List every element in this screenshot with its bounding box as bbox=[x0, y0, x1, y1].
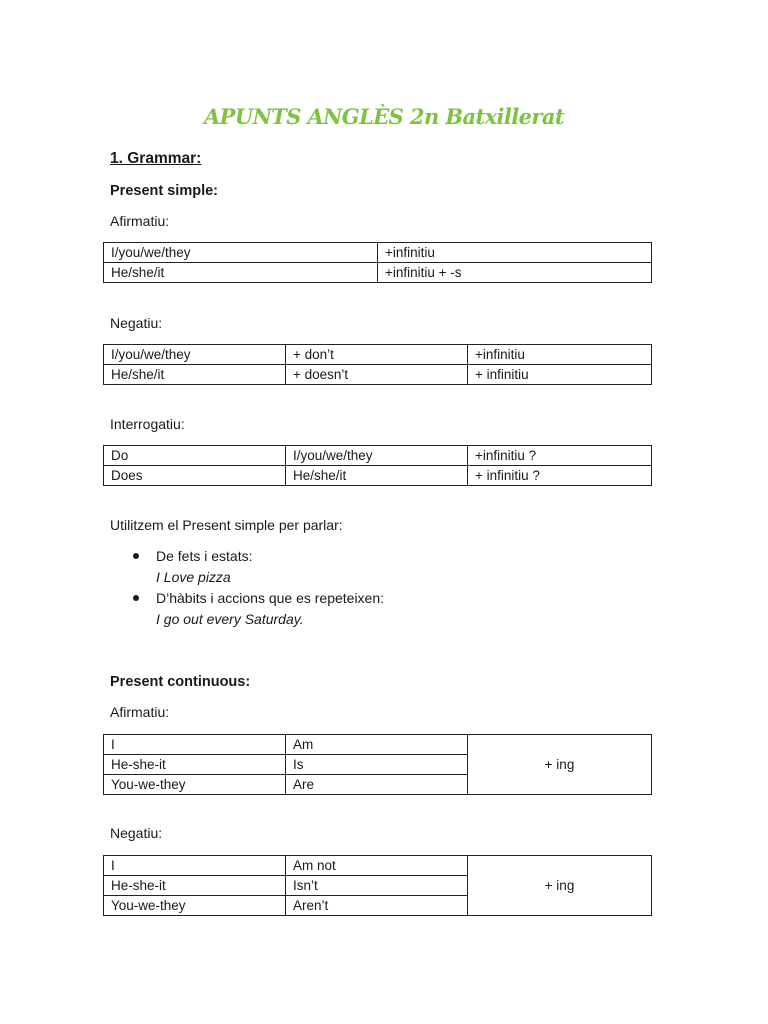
table-row bbox=[104, 263, 652, 283]
table-cell: + infinitiu bbox=[468, 365, 652, 385]
table-cell: He-she-it bbox=[104, 755, 286, 775]
ps-negative-table bbox=[103, 344, 652, 385]
table-cell: Do bbox=[104, 446, 286, 466]
grammar-heading: 1. Grammar: bbox=[110, 150, 202, 167]
table-cell: +infinitiu bbox=[468, 345, 652, 365]
table-row bbox=[104, 446, 652, 466]
ps-negative-label: Negatiu: bbox=[110, 315, 163, 331]
table-cell: +infinitiu + -s bbox=[378, 263, 652, 283]
table-cell: Are bbox=[286, 775, 468, 795]
table-cell: You-we-they bbox=[104, 775, 286, 795]
table-row bbox=[104, 856, 652, 876]
table-row bbox=[104, 243, 652, 263]
table-cell: Is bbox=[286, 755, 468, 775]
table-cell: I/you/we/they bbox=[104, 345, 286, 365]
table-cell: + don’t bbox=[286, 345, 468, 365]
table-cell: Aren’t bbox=[286, 896, 468, 916]
table-cell: +infinitiu bbox=[378, 243, 652, 263]
ing-suffix-cell: + ing bbox=[468, 735, 652, 795]
present-continuous-heading: Present continuous: bbox=[110, 674, 251, 690]
table-cell: I bbox=[104, 735, 286, 755]
table-cell: He-she-it bbox=[104, 876, 286, 896]
usage-example: I go out every Saturday. bbox=[156, 611, 304, 627]
table-cell: + doesn’t bbox=[286, 365, 468, 385]
table-cell: Am bbox=[286, 735, 468, 755]
table-cell: He/she/it bbox=[286, 466, 468, 486]
ps-interrogative-table bbox=[103, 445, 652, 486]
table-row bbox=[104, 365, 652, 385]
bullet-icon bbox=[133, 595, 139, 601]
table-cell: I bbox=[104, 856, 286, 876]
table-cell: I/you/we/they bbox=[286, 446, 468, 466]
table-row bbox=[104, 345, 652, 365]
table-cell: + infinitiu ? bbox=[468, 466, 652, 486]
usage-example: I Love pizza bbox=[156, 569, 231, 585]
table-row bbox=[104, 735, 652, 755]
pc-negative-label: Negatiu: bbox=[110, 825, 163, 841]
present-simple-heading: Present simple: bbox=[110, 183, 218, 199]
ps-affirmative-table bbox=[103, 242, 652, 283]
table-cell: He/she/it bbox=[104, 365, 286, 385]
list-item bbox=[110, 546, 610, 588]
ps-interrogative-label: Interrogatiu: bbox=[110, 416, 185, 432]
pc-affirmative-table bbox=[103, 734, 652, 795]
pc-affirmative-label: Afirmatiu: bbox=[110, 704, 170, 720]
usage-text: De fets i estats: bbox=[156, 548, 253, 564]
bullet-icon bbox=[133, 553, 139, 559]
table-cell: Isn’t bbox=[286, 876, 468, 896]
ing-suffix-cell: + ing bbox=[468, 856, 652, 916]
ps-affirmative-label: Afirmatiu: bbox=[110, 213, 170, 229]
table-cell: I/you/we/they bbox=[104, 243, 378, 263]
usage-intro: Utilitzem el Present simple per parlar: bbox=[110, 517, 343, 533]
table-cell: Does bbox=[104, 466, 286, 486]
table-cell: Am not bbox=[286, 856, 468, 876]
table-cell: He/she/it bbox=[104, 263, 378, 283]
list-item bbox=[110, 588, 610, 630]
usage-text: D’hàbits i accions que es repeteixen: bbox=[156, 590, 385, 606]
table-cell: +infinitiu ? bbox=[468, 446, 652, 466]
usage-list bbox=[110, 546, 610, 630]
pc-negative-table bbox=[103, 855, 652, 916]
table-row bbox=[104, 466, 652, 486]
document-title: APUNTS ANGLÈS 2n Batxillerat bbox=[203, 104, 564, 129]
table-cell: You-we-they bbox=[104, 896, 286, 916]
